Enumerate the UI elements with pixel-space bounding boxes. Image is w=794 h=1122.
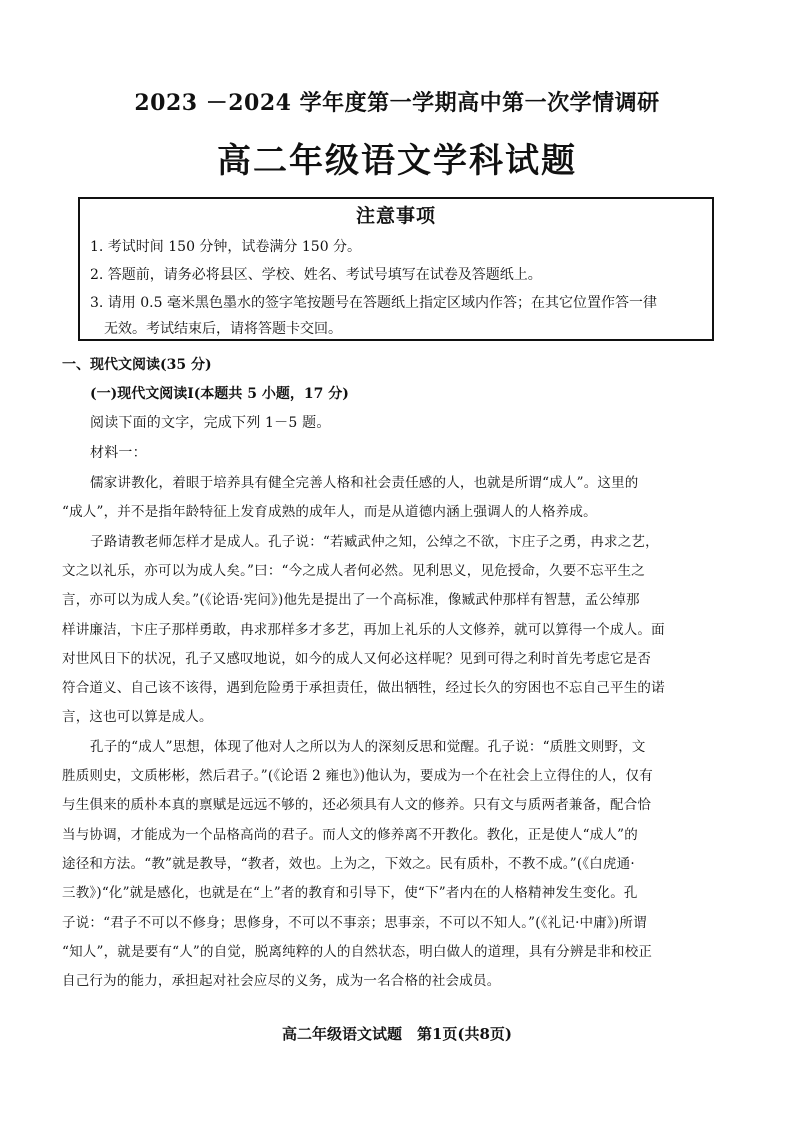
body-line: 途径和方法。“教”就是教导，“教者，效也。上为之，下效之。民有质朴，不教不成。”(《白虎通· [62,856,635,872]
material-label: 材料一： [90,445,147,461]
body-line: “知人”，就是要有“人”的自觉，脱离纯粹的人的自然状态，明白做人的道理，具有分辨是非和校正 [62,944,653,960]
body-line: 子说：“君子不可以不修身；思修身，不可以不事亲；思事亲，不可以不知人。”(《礼记·中庸》)所谓 [62,915,647,931]
body-line: 子路请教老师怎样才是成人。孔子说：“若臧武仲之知，公绰之不欲，卞庄子之勇，冉求之艺， [90,534,659,550]
section-heading: 一、现代文阅读(35 分) [62,357,212,373]
body-line: 当与协调，才能成为一个品格高尚的君子。而人文的修养离不开教化。教化，正是使人“成人”的 [62,827,638,843]
instruction-text: 阅读下面的文字，完成下列 1－5 题。 [90,415,331,431]
body-line: “成人”，并不是指年龄特征上发育成熟的成年人，而是从道德内涵上强调人的人格养成。 [62,504,597,520]
notice-line: 2. 答题前，请务必将县区、学校、姓名、考试号填写在试卷及答题纸上。 [90,267,542,283]
body-line: 胜质则史，文质彬彬，然后君子。”(《论语 2 雍也》)他认为，要成为一个在社会上立得住的人，仅有 [62,768,653,784]
body-line: 文之以礼乐，亦可以为成人矣。”曰：“今之成人者何必然。见利思义，见危授命，久要不忘平生之 [62,563,645,579]
page-footer: 高二年级语文试题 第1页(共8页) [281,1025,513,1043]
body-line: 对世风日下的状况，孔子又感叹地说，如今的成人又何必这样呢？见到可得之利时首先考虑它是否 [62,651,652,667]
body-line: 言，这也可以算是成人。 [62,709,213,725]
exam-title: 高二年级语文学科试题 [217,141,577,181]
notice-line: 3. 请用 0.5 毫米黑色墨水的签字笔按题号在答题纸上指定区域内作答；在其它位置作答一律 [90,295,657,311]
body-line: 孔子的“成人”思想，体现了他对人之所以为人的深刻反思和觉醒。孔子说：“质胜文则野，文 [90,739,646,755]
body-line: 符合道义、自己该不该得，遇到危险勇于承担责任，做出牺牲，经过长久的穷困也不忘自己平生的诺 [62,680,665,696]
notice-box [78,197,714,341]
subsection-heading: (一)现代文阅读Ⅰ(本题共 5 小题，17 分) [90,386,349,402]
exam-subtitle: 2023 －2024 学年度第一学期高中第一次学情调研 [134,90,660,116]
body-line: 儒家讲教化，着眼于培养具有健全完善人格和社会责任感的人，也就是所谓“成人”。这里的 [90,475,639,491]
notice-heading: 注意事项 [355,205,436,227]
body-line: 样讲廉洁，卞庄子那样勇敢，冉求那样多才多艺，再加上礼乐的人文修养，就可以算得一个成人。面 [62,622,665,638]
notice-line: 无效。考试结束后，请将答题卡交回。 [104,321,342,337]
body-line: 三教》)“化”就是感化，也就是在“上”者的教育和引导下，使“下”者内在的人格精神发生变化。孔 [62,885,638,901]
body-line: 自己行为的能力，承担起对社会应尽的义务，成为一名合格的社会成员。 [62,973,501,989]
body-line: 与生俱来的质朴本真的禀赋是远远不够的，还必须具有人文的修养。只有文与质两者兼备，配合恰 [62,797,652,813]
notice-line: 1. 考试时间 150 分钟，试卷满分 150 分。 [90,239,362,255]
body-line: 言，亦可以为成人矣。”(《论语·宪问》)他先是提出了一个高标准，像臧武仲那样有智慧，孟公绰那 [62,592,640,608]
